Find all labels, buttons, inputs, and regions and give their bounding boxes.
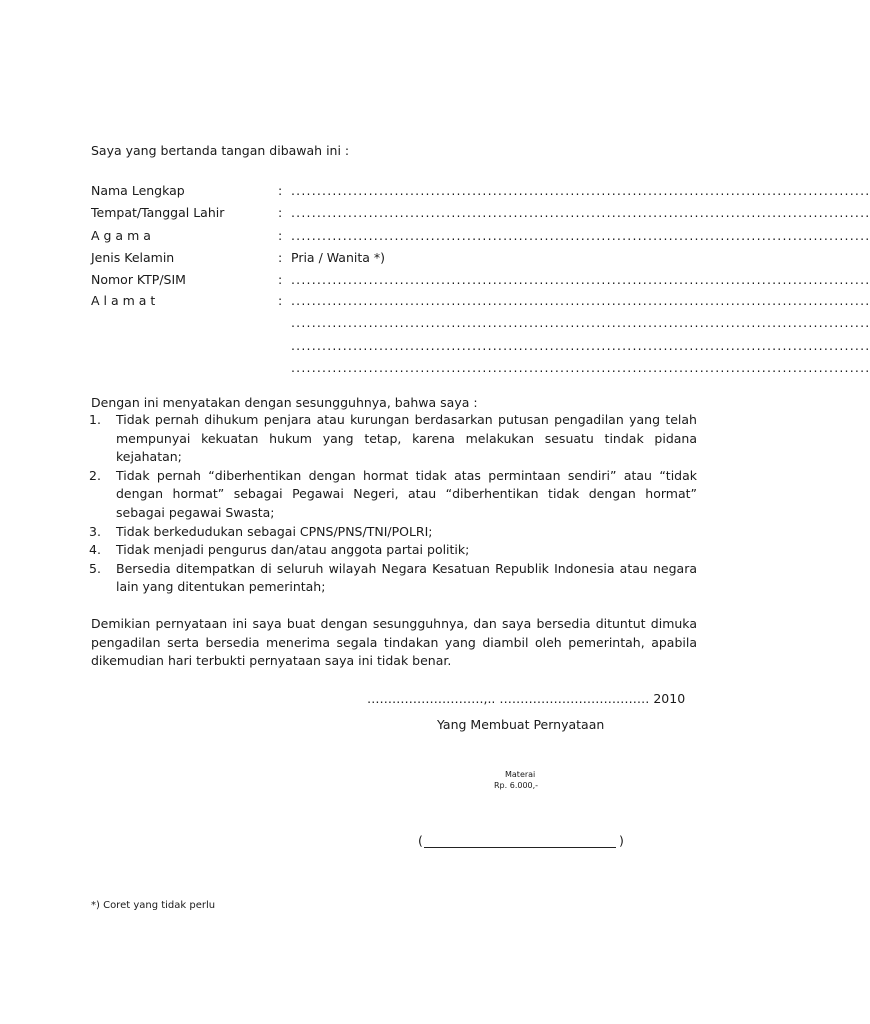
signer-caption: Yang Membuat Pernyataan — [437, 717, 605, 732]
place-date-line: ……………………….,.. ……………………………… 2010 — [367, 691, 686, 706]
colon: : — [278, 250, 283, 265]
dotted-line-ttl: ................................................................................................................ — [291, 205, 870, 220]
intro-text: Saya yang bertanda tangan dibawah ini : — [91, 143, 350, 158]
item-number: 1. — [89, 412, 101, 427]
item-text: Tidak menjadi pengurus dan/atau anggota partai politik; — [116, 542, 470, 558]
footnote: *) Coret yang tidak perlu — [91, 900, 216, 911]
list-item — [89, 411, 697, 467]
list-item — [89, 560, 697, 597]
statement-intro: Dengan ini menyatakan dengan sesungguhnya, bahwa saya : — [91, 395, 478, 410]
dotted-line-alamat-4: ................................................................................................................ — [291, 360, 870, 375]
dotted-line-agama: ................................................................................................................ — [291, 228, 870, 243]
dotted-line-alamat-2: ................................................................................................................ — [291, 315, 870, 330]
colon: : — [278, 272, 283, 287]
item-number: 5. — [89, 560, 101, 576]
signature-line — [424, 847, 616, 848]
list-item — [89, 467, 697, 523]
dotted-line-alamat-1: ................................................................................................................ — [291, 293, 870, 308]
materai-amount: Rp. 6.000,- — [494, 781, 539, 790]
signature-close-paren: ) — [619, 833, 624, 848]
label-tempat-tanggal-lahir: Tempat/Tanggal Lahir — [91, 205, 225, 220]
label-nama-lengkap: Nama Lengkap — [91, 183, 185, 198]
jenis-kelamin-options: Pria / Wanita *) — [291, 250, 386, 265]
colon: : — [278, 205, 283, 220]
label-nomor-ktp-sim: Nomor KTP/SIM — [91, 272, 186, 287]
dotted-line-nama: ................................................................................................................ — [291, 183, 870, 198]
label-agama: A g a m a — [91, 228, 151, 243]
list-item — [89, 541, 697, 560]
closing-paragraph: Demikian pernyataan ini saya buat dengan sesungguhnya, dan saya bersedia dituntut dimuka pengadilan serta bersedia menerima segala tindakan yang diambil oleh pemerintah, apabila dikemudian hari terbukti pernyataan saya ini tidak benar. — [91, 616, 697, 669]
label-alamat: A l a m a t — [91, 293, 156, 308]
signature-open-paren: ( — [418, 833, 423, 848]
dotted-line-alamat-3: ................................................................................................................ — [291, 338, 870, 353]
item-text: Bersedia ditempatkan di seluruh wilayah Negara Kesatuan Republik Indonesia atau negara lain yang ditentukan pemerintah; — [116, 560, 697, 595]
label-jenis-kelamin: Jenis Kelamin — [91, 250, 175, 265]
item-number: 4. — [89, 542, 101, 558]
item-number: 2. — [89, 467, 101, 483]
materai-label: Materai — [505, 770, 536, 779]
statement-list — [89, 411, 697, 597]
colon: : — [278, 228, 283, 243]
colon: : — [278, 293, 283, 308]
item-text: Tidak berkedudukan sebagai CPNS/PNS/TNI/POLRI; — [116, 523, 433, 539]
dotted-line-ktp: ................................................................................................................ — [291, 272, 870, 287]
item-text: Tidak pernah “diberhentikan dengan hormat tidak atas permintaan sendiri” atau “tidak dengan hormat” sebagai Pegawai Negeri, atau “diberhentikan tidak dengan hormat” sebagai pegawai Swasta; — [116, 467, 697, 520]
list-item — [89, 523, 697, 542]
item-number: 3. — [89, 523, 101, 539]
item-text: Tidak pernah dihukum penjara atau kurungan berdasarkan putusan pengadilan yang telah mempunyai kekuatan hukum yang tetap, karena melakukan sesuatu tindak pidana kejahatan; — [116, 412, 697, 465]
colon: : — [278, 183, 283, 198]
